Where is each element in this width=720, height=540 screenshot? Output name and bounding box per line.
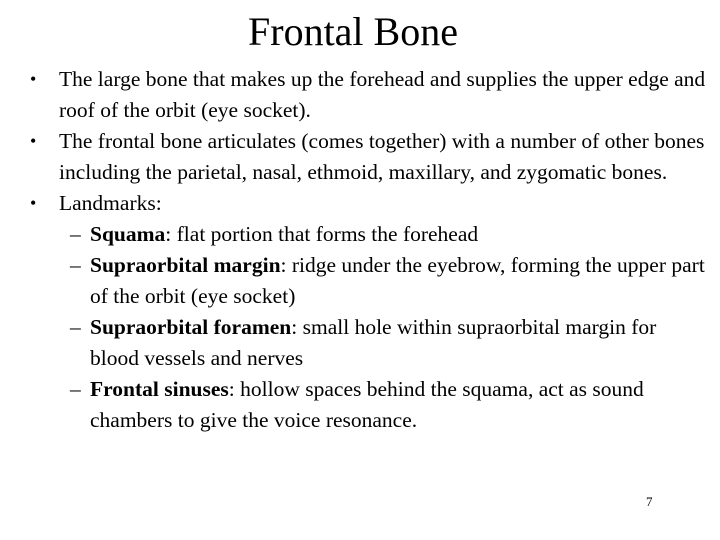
bullet-marker: • xyxy=(30,193,37,213)
bullet-item xyxy=(28,126,708,188)
landmark-item-squama xyxy=(28,219,708,250)
landmark-term: Supraorbital margin xyxy=(90,253,281,277)
bullet-text: The frontal bone articulates (comes together) with a number of other bones including the parietal, nasal, ethmoid, maxillary, and zygomatic bones. xyxy=(59,129,705,184)
landmark-item-frontal-sinuses xyxy=(28,374,708,436)
bullet-text: Landmarks: xyxy=(59,191,162,215)
landmark-description: : flat portion that forms the forehead xyxy=(165,222,479,246)
landmark-text xyxy=(90,219,708,250)
landmark-term: Squama xyxy=(90,222,166,246)
bullet-marker: • xyxy=(30,131,37,151)
bullet-item xyxy=(28,188,708,219)
landmark-dash: – xyxy=(70,253,81,277)
landmark-dash: – xyxy=(70,222,81,246)
slide-content xyxy=(28,64,708,436)
landmark-item-supraorbital-margin xyxy=(28,250,708,312)
bullet-marker: • xyxy=(30,69,37,89)
landmark-term: Supraorbital foramen xyxy=(90,315,292,339)
landmark-description: : ridge under the eyebrow, forming the upper part of the orbit (eye socket) xyxy=(90,253,705,308)
landmark-text xyxy=(90,374,708,436)
landmark-description: : hollow spaces behind the squama, act as sound chambers to give the voice resonance. xyxy=(90,377,644,432)
landmark-dash: – xyxy=(70,315,81,339)
bullet-text: The large bone that makes up the forehead and supplies the upper edge and roof of the orbit (eye socket). xyxy=(59,67,706,122)
bullet-item xyxy=(28,64,708,126)
landmark-text xyxy=(90,312,708,374)
landmark-item-supraorbital-foramen xyxy=(28,312,708,374)
page-number: 7 xyxy=(646,494,653,509)
landmark-text xyxy=(90,250,708,312)
landmark-description: : small hole within supraorbital margin for blood vessels and nerves xyxy=(90,315,657,370)
landmark-dash: – xyxy=(70,377,81,401)
landmark-term: Frontal sinuses xyxy=(90,377,229,401)
slide-title: Frontal Bone xyxy=(248,9,458,54)
